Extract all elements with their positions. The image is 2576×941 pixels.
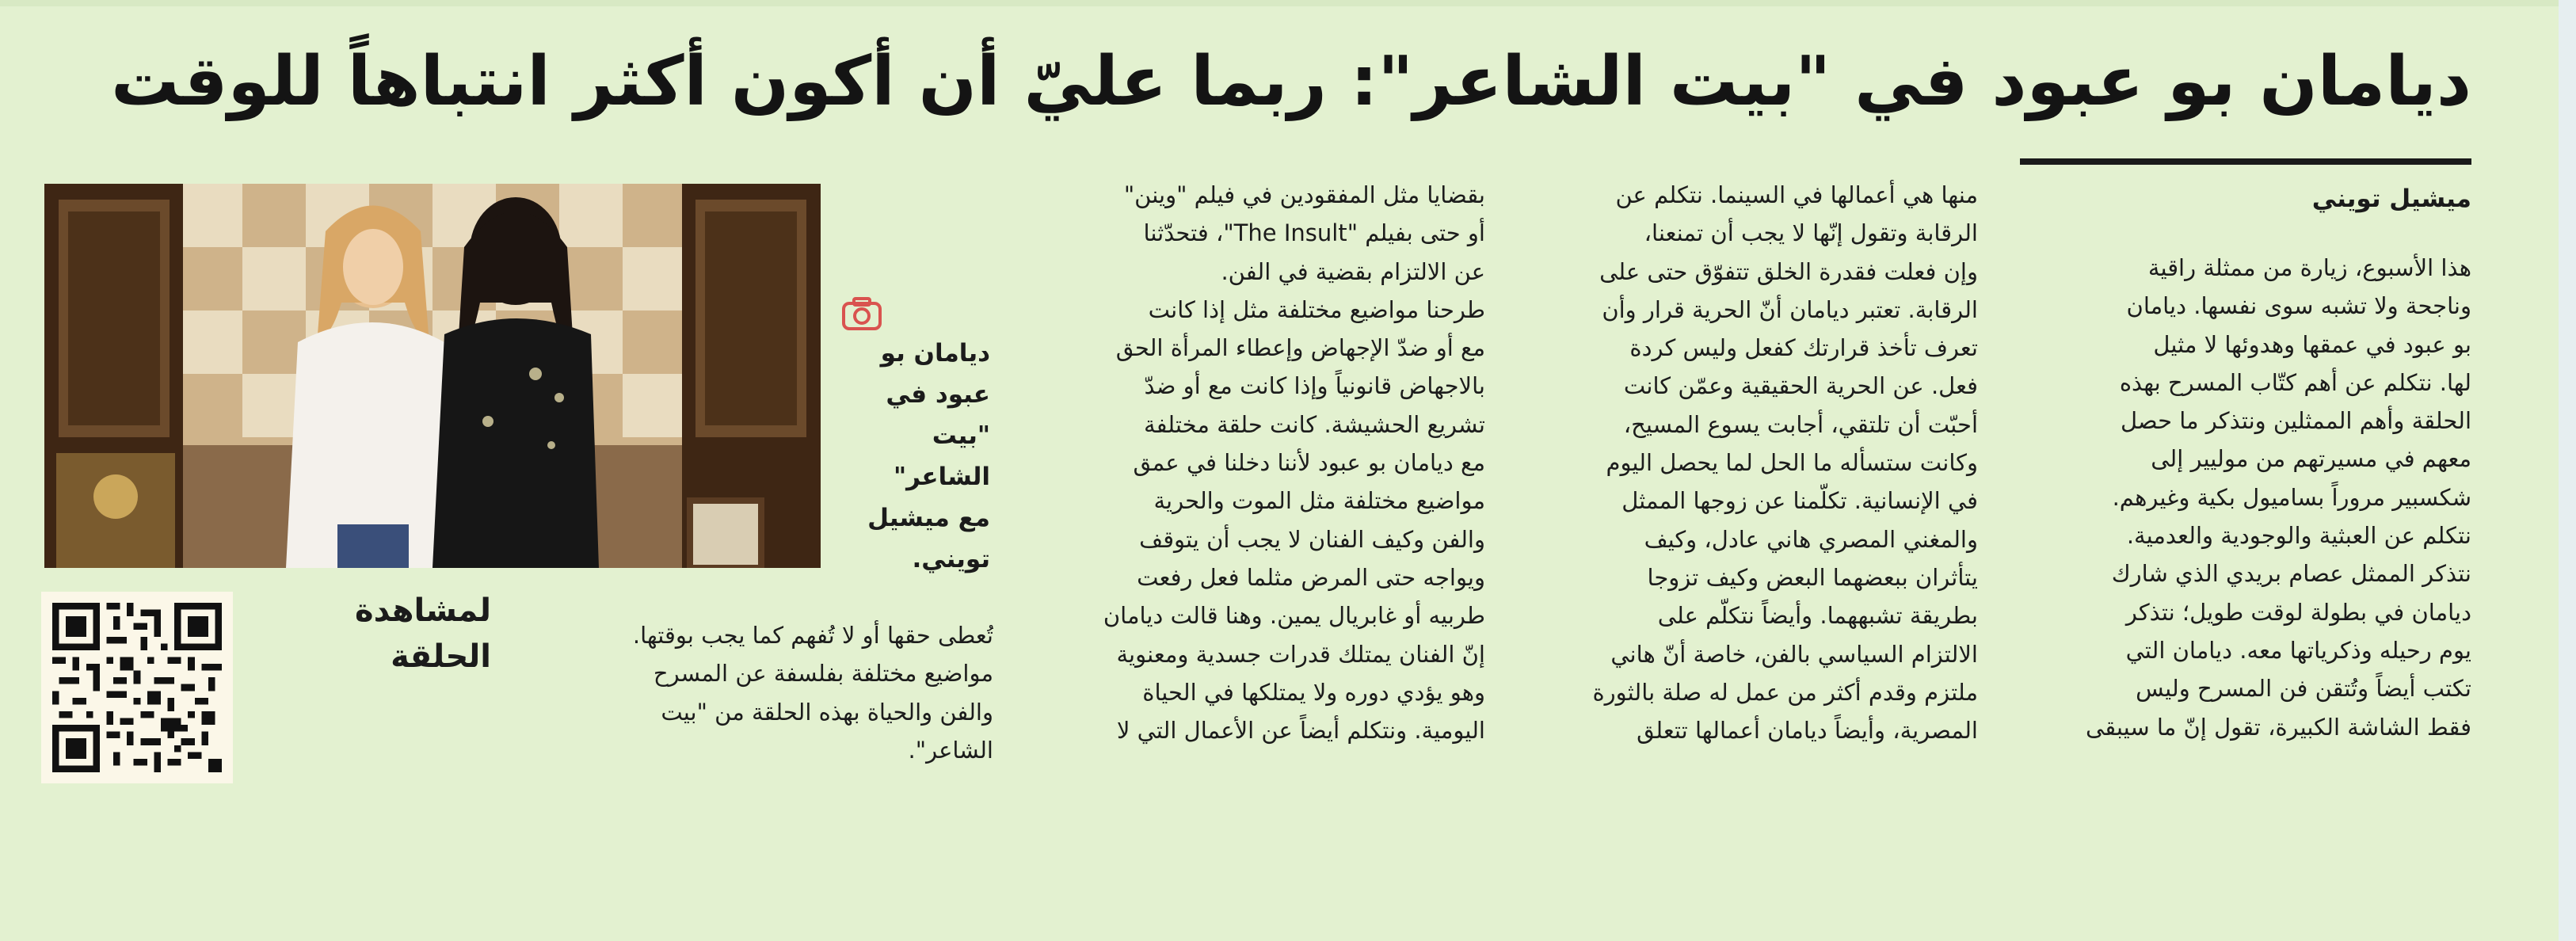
- article-column-1: [2020, 249, 2471, 746]
- text-line: مع أو ضدّ الإجهاض وإعطاء المرأة الحق: [1115, 334, 1485, 362]
- text-line: وهو يؤدي دوره ولا يمتلكها في الحياة: [1142, 678, 1485, 706]
- text-line: ويواجه حتى المرض مثلما فعل رفعت: [1137, 563, 1485, 591]
- text-line: أو حتى بفيلم "The Insult"، فتحدّثنا: [1143, 219, 1485, 247]
- text-line: هذا الأسبوع، زيارة من ممثلة راقية: [2147, 254, 2471, 281]
- text-line: معهم في مسيرتهم من موليير إلى: [2151, 445, 2471, 473]
- text-line: منها هي أعمالها في السينما. نتكلم عن: [1615, 181, 1978, 208]
- text-line: وإن فعلت فقدرة الخلق تتفوّق حتى على: [1599, 257, 1978, 285]
- text-line: الشاعر".: [908, 736, 993, 764]
- text-line: الالتزام السياسي بالفن، خاصة أنّ هاني: [1610, 640, 1978, 668]
- text-line: طرحنا مواضيع مختلفة مثل إذا كانت: [1148, 295, 1485, 323]
- author-byline: ميشيل تويني: [2311, 185, 2471, 213]
- text-line: في الإنسانية. تكلّمنا عن زوجها الممثل: [1621, 487, 1978, 515]
- article-headline: ديامان بو عبود في "بيت الشاعر": ربما عليّ أن أكون أكثر انتباهاً للوقت: [111, 42, 2471, 121]
- camera-icon: [841, 296, 882, 331]
- top-strip: [0, 0, 2576, 6]
- qr-code-icon: [52, 603, 222, 772]
- text-line: والمغني المصري هاني عادل، وكيف: [1644, 525, 1978, 553]
- article-column-4: [518, 616, 993, 769]
- text-line: طربيه أو غابريال يمين. وهنا قالت ديامان: [1103, 602, 1485, 630]
- watch-label-line: لمشاهدة: [354, 592, 491, 629]
- text-line: لها. نتكلم عن أهم كتّاب المسرح بهذه: [2119, 368, 2471, 396]
- article-column-3: [1034, 176, 1485, 749]
- text-line: الرقابة وتقول إنّها لا يجب أن تمنعنا،: [1644, 219, 1978, 247]
- text-line: إنّ الفنان يمتلك قدرات جسدية ومعنوية: [1116, 640, 1485, 668]
- text-line: الحلقة وأهم الممثلين ونتذكر ما حصل: [2120, 407, 2471, 435]
- text-line: ديامان في بطولة لوقت طويل؛ نتذكر: [2125, 598, 2471, 626]
- text-line: فعل. عن الحرية الحقيقية وعمّن كانت: [1623, 372, 1978, 400]
- text-line: تشريع الحشيشة. كانت حلقة مختلفة: [1144, 410, 1485, 438]
- photo-caption: [840, 333, 990, 580]
- text-line: أحبّت أن تلتقي، أجابت يسوع المسيح،: [1623, 410, 1978, 438]
- page-edge: [2559, 0, 2576, 941]
- text-line: نتذكر الممثل عصام بريدي الذي شارك: [2111, 560, 2471, 588]
- text-line: المصرية، وأيضاً ديامان أعمالها تتعلق: [1637, 717, 1978, 745]
- text-line: بو عبود في عمقها وهدوئها لا مثيل: [2153, 330, 2471, 358]
- text-line: شكسبير مروراً بساميول بكية وغيرهم.: [2112, 483, 2471, 511]
- text-line: مواضيع مختلفة مثل الموت والحرية: [1153, 487, 1485, 515]
- text-line: تكتب أيضاً وتُتقن فن المسرح وليس: [2136, 675, 2471, 703]
- article-column-2: [1526, 176, 1978, 749]
- text-line: ملتزم وقدم أكثر من عمل له صلة بالثورة: [1592, 678, 1978, 706]
- caption-line: "بيت الشاعر": [893, 421, 990, 491]
- text-line: مواضيع مختلفة بفلسفة عن المسرح: [653, 660, 993, 688]
- qr-code[interactable]: [41, 592, 233, 783]
- text-line: مع ديامان بو عبود لأننا دخلنا في عمق: [1133, 449, 1485, 477]
- text-line: يتأثران ببعضهما البعض وكيف تزوجا: [1647, 563, 1978, 591]
- text-line: والفن والحياة بهذه الحلقة من "بيت: [661, 698, 993, 726]
- photo-illustration: [44, 184, 821, 568]
- text-line: اليومية. ونتكلم أيضاً عن الأعمال التي لا: [1116, 717, 1485, 745]
- text-line: يوم رحيله وذكرياتها معه. ديامان التي: [2125, 636, 2471, 664]
- text-line: تُعطى حقها أو لا تُفهم كما يجب بوقتها.: [632, 622, 993, 649]
- text-line: بالاجهاض قانونياً وإذا كانت مع أو ضدّ: [1144, 372, 1485, 400]
- text-line: الرقابة. تعتبر ديامان أنّ الحرية قرار وأن: [1602, 295, 1978, 323]
- text-line: تعرف تأخذ قرارتك كفعل وليس كردة: [1629, 334, 1978, 362]
- text-line: فقط الشاشة الكبيرة، تقول إنّ ما سيبقى: [2086, 713, 2471, 741]
- text-line: والفن وكيف الفنان لا يجب أن يتوقف: [1139, 525, 1485, 553]
- caption-line: عبود في: [886, 380, 990, 409]
- text-line: نتكلم عن العبثية والوجودية والعدمية.: [2126, 522, 2471, 550]
- byline-rule: [2020, 158, 2471, 165]
- caption-line: تويني.: [912, 545, 990, 573]
- caption-line: ديامان بو: [880, 339, 990, 368]
- text-line: بطريقة تشبههما. وأيضاً نتكلّم على: [1657, 602, 1978, 630]
- text-line: وكانت ستسأله ما الحل لما يحصل اليوم: [1606, 449, 1978, 477]
- text-line: عن الالتزام بقضية في الفن.: [1221, 257, 1485, 285]
- watch-label-line: الحلقة: [391, 638, 491, 675]
- text-line: بقضايا مثل المفقودين في فيلم "وينن": [1123, 181, 1485, 208]
- caption-line: مع ميشيل: [867, 504, 990, 532]
- article-photo: [44, 184, 821, 568]
- text-line: وناجحة ولا تشبه سوى نفسها. ديامان: [2126, 292, 2471, 320]
- watch-episode-label: [285, 588, 491, 680]
